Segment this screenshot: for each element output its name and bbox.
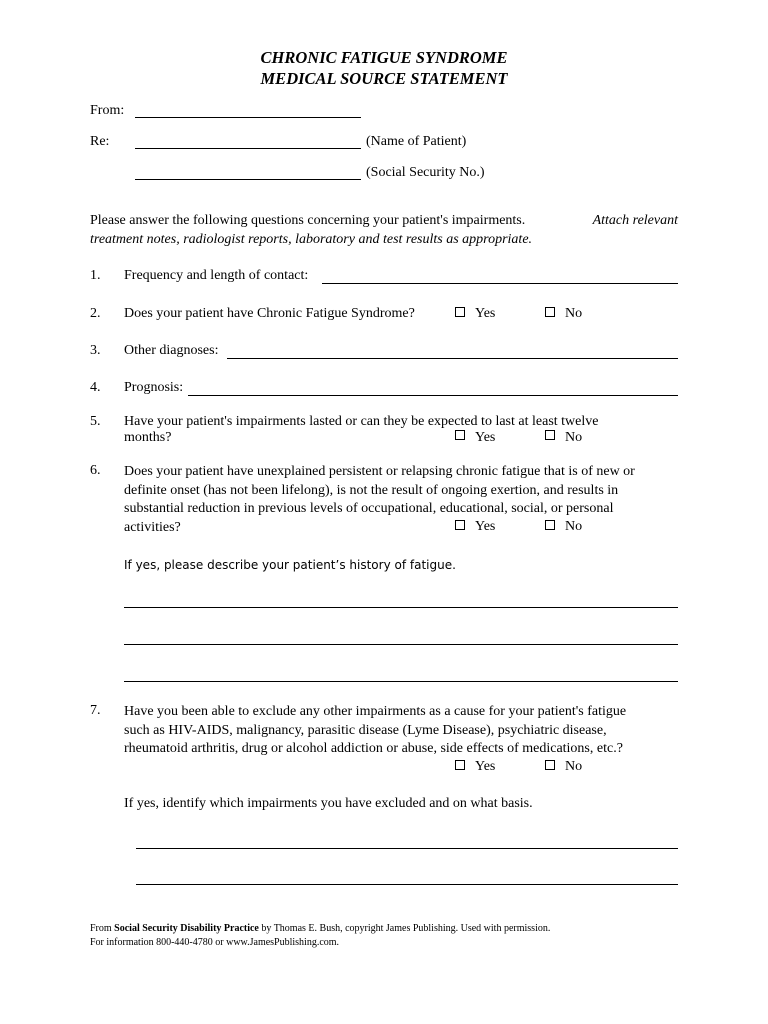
q6-text-line1: Does your patient have unexplained persistent or relapsing chronic fatigue that is of new or [124, 464, 635, 479]
q6-text [124, 463, 635, 537]
q1-number: 1. [90, 268, 101, 283]
footer-book-title: Social Security Disability Practice [114, 923, 259, 934]
from-field-line[interactable] [135, 117, 361, 118]
q6-answer-line-3[interactable] [124, 681, 678, 682]
q7-no-checkbox[interactable] [545, 760, 555, 770]
q2-no-checkbox[interactable] [545, 307, 555, 317]
q7-no-label: No [565, 759, 583, 774]
patient-name-label: (Name of Patient) [366, 134, 467, 149]
q7-text-line2: such as HIV-AIDS, malignancy, parasitic disease (Lyme Disease), psychiatric disease, [124, 722, 607, 738]
q6-yes-checkbox[interactable] [455, 520, 465, 530]
q4-number: 4. [90, 380, 101, 395]
ssn-line[interactable] [135, 179, 361, 180]
from-label: From: [90, 103, 125, 118]
q5-no-checkbox[interactable] [545, 430, 555, 440]
re-label: Re: [90, 134, 110, 149]
q7-number: 7. [90, 703, 101, 718]
q6-no-label: No [565, 519, 583, 534]
q5-number: 5. [90, 414, 101, 429]
intro-text: Please answer the following questions concerning your patient's impairments. [90, 213, 526, 228]
q6-text-line4: activities? [124, 519, 181, 535]
q5-text-line2: months? [124, 430, 172, 445]
q1-text: Frequency and length of contact: [124, 268, 309, 283]
q2-yes-label: Yes [475, 306, 496, 321]
q6-no-checkbox[interactable] [545, 520, 555, 530]
q6-yes-label: Yes [475, 519, 496, 534]
q6-answer-line-2[interactable] [124, 644, 678, 645]
q7-answer-line-1[interactable] [136, 848, 678, 849]
q5-text-line1: Have your patient's impairments lasted or can they be expected to last at least twelve [124, 414, 599, 429]
footer-from: From [90, 923, 112, 934]
q2-no-label: No [565, 306, 583, 321]
q3-number: 3. [90, 343, 101, 358]
q6-followup: If yes, please describe your patient’s history of fatigue. [124, 558, 456, 572]
q2-text: Does your patient have Chronic Fatigue Syndrome? [124, 306, 415, 321]
q5-yes-checkbox[interactable] [455, 430, 465, 440]
intro-line1 [90, 213, 678, 229]
q7-yes-label: Yes [475, 759, 496, 774]
q7-text-line1: Have you been able to exclude any other impairments as a cause for your patient's fatigue [124, 704, 627, 719]
q2-number: 2. [90, 306, 101, 321]
ssn-label: (Social Security No.) [366, 165, 485, 180]
q1-answer-line[interactable] [322, 283, 678, 284]
footer-credit [90, 923, 550, 934]
footer-credit-text: by Thomas E. Bush, copyright James Publishing. Used with permission. [261, 923, 551, 934]
form-title-line1: CHRONIC FATIGUE SYNDROME [260, 48, 508, 67]
q7-yes-checkbox[interactable] [455, 760, 465, 770]
q7-answer-line-2[interactable] [136, 884, 678, 885]
q7-text [124, 703, 626, 759]
intro-italic-line1: Attach relevant [592, 213, 678, 228]
q6-number: 6. [90, 463, 101, 478]
q7-followup: If yes, identify which impairments you have excluded and on what basis. [124, 796, 533, 811]
q6-text-line2: definite onset (has not been lifelong), is not the result of ongoing exertion, and results in [124, 482, 619, 498]
q6-text-line3: substantial reduction in previous levels of occupational, educational, social, or personal [124, 501, 614, 517]
form-title-line2: MEDICAL SOURCE STATEMENT [260, 69, 508, 88]
q3-answer-line[interactable] [227, 358, 678, 359]
q5-yes-label: Yes [475, 430, 496, 445]
q4-answer-line[interactable] [188, 395, 678, 396]
q3-text: Other diagnoses: [124, 343, 219, 358]
q2-yes-checkbox[interactable] [455, 307, 465, 317]
q5-no-label: No [565, 430, 583, 445]
q4-text: Prognosis: [124, 380, 184, 395]
q6-answer-line-1[interactable] [124, 607, 678, 608]
patient-name-line[interactable] [135, 148, 361, 149]
q7-text-line3: rheumatoid arthritis, drug or alcohol addiction or abuse, side effects of medications, etc.? [124, 741, 623, 757]
footer-info: For information 800-440-4780 or www.JamesPublishing.com. [90, 937, 340, 948]
intro-italic-line2: treatment notes, radiologist reports, laboratory and test results as appropriate. [90, 232, 533, 247]
